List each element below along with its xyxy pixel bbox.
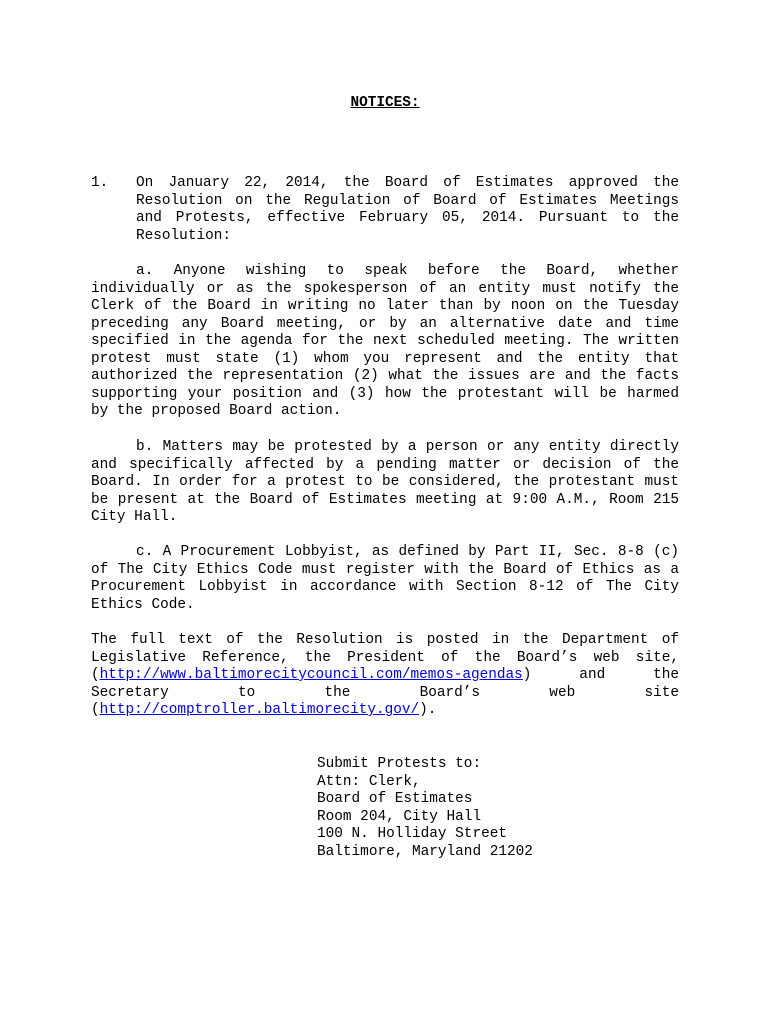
item-1-text: On January 22, 2014, the Board of Estimates approved the Resolution on the Regulation of Board of Estimates Meetings and Protests, effective February 05, 2014. Pursuant to the Resolution: <box>136 175 679 244</box>
paragraph-b: b. Matters may be protested by a person or any entity directly and specifically affected by a pending matter or decision of the Board. In order for a protest to be considered, the protestant must be present at the Board of Estimates meeting at 9:00 A.M., Room 215 City Hall. <box>91 439 679 525</box>
paragraph-a: a. Anyone wishing to speak before the Board, whether individually or as the spokesperson of an entity must notify the Clerk of the Board in writing no later than by noon on the Tuesday preceding any Board meeting, or by an alternative date and time specified in the agenda for the next scheduled meeting. The written protest must state (1) whom you represent and the entity that authorized the representation (2) what the issues are and the facts supporting your position and (3) how the protestant will be harmed by the proposed Board action. <box>91 263 679 419</box>
submit-address-block <box>317 756 617 861</box>
page-title: NOTICES: <box>350 95 420 111</box>
address-line: Submit Protests to: <box>317 756 482 772</box>
paragraph-c: c. A Procurement Lobbyist, as defined by Part II, Sec. 8-8 (c) of The City Ethics Code must register with the Board of Ethics as a Procurement Lobbyist in accordance with Section 8-12 of The City Ethics Code. <box>91 544 679 613</box>
comptroller-link[interactable]: http://comptroller.baltimorecity.gov/ <box>99 702 420 718</box>
address-line: Baltimore, Maryland 21202 <box>317 843 533 860</box>
address-line: Room 204, City Hall <box>317 808 482 825</box>
baltimore-city-council-link[interactable]: http://www.baltimorecitycouncil.com/memos-agendas <box>99 667 523 683</box>
address-line: Board of Estimates <box>317 791 473 807</box>
address-line: Attn: Clerk, <box>317 773 421 790</box>
notice-item-1 <box>91 175 679 245</box>
full-text-after: ). <box>419 702 437 718</box>
full-text-paragraph <box>91 632 679 720</box>
full-text-middle: ) and the Secretary to the Board’s web site ( <box>91 667 679 718</box>
item-number: 1. <box>91 175 109 191</box>
address-line: 100 N. Holliday Street <box>317 826 507 842</box>
full-text-before: The full text of the Resolution is posted in the Department of Legislative Reference, the President of the Board’s web site, ( <box>91 632 679 683</box>
